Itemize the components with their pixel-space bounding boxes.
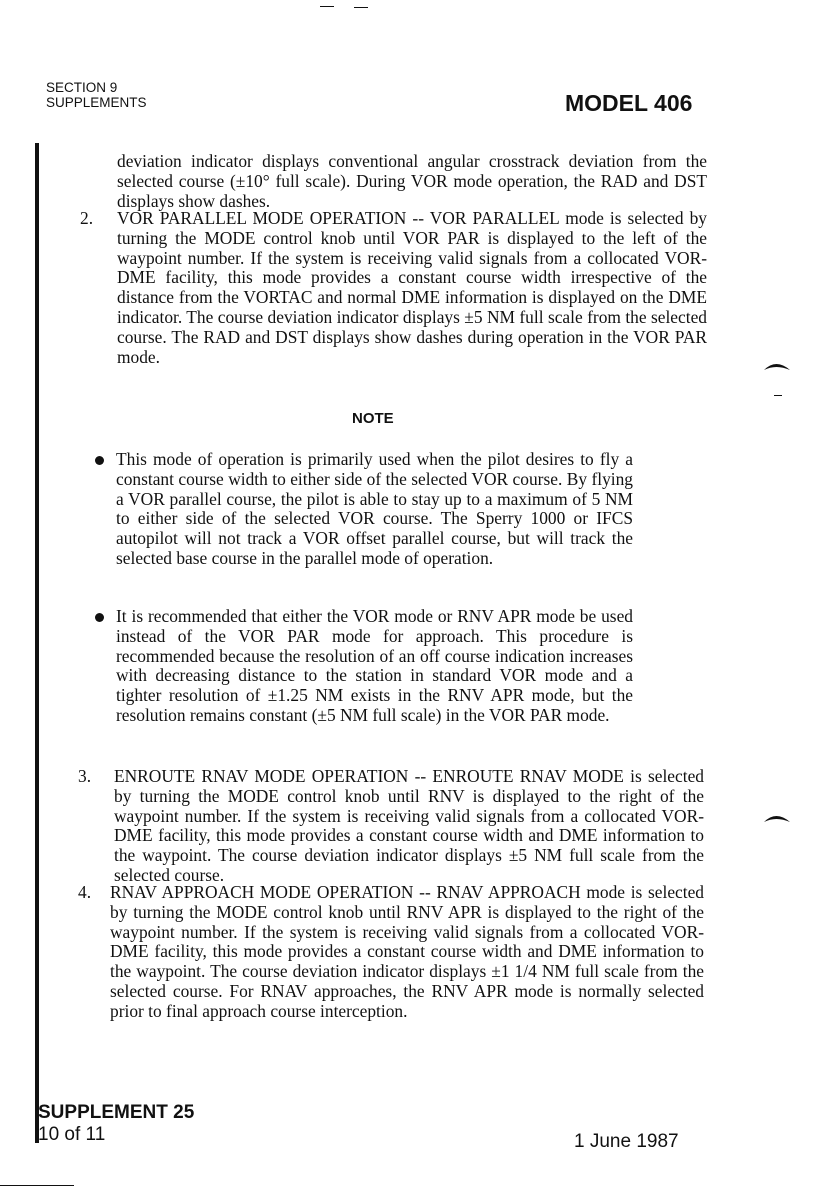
- page-number: 10 of 11: [38, 1124, 106, 1145]
- margin-mark-icon: [762, 812, 792, 826]
- note-bullet-text: It is recommended that either the VOR mode or RNV APR mode be used instead of the VOR PAR mode for approach. This procedure is recommended because the resolution of an off course indication increases with decreasing distance to the station in standard VOR mode and a tighter resolution of ±1.25 NM exists in the RNV APR mode, but the resolution remains constant (±5 NM full scale) in the VOR PAR mode.: [116, 606, 633, 725]
- note-heading: NOTE: [352, 410, 394, 427]
- item-number: 2.: [80, 208, 94, 228]
- revision-bar: [35, 143, 39, 1143]
- item-paragraph: VOR PARALLEL MODE OPERATION -- VOR PARALLEL mode is selected by turning the MODE control knob until VOR PAR is displayed to the left of the waypoint number. If the system is receiving valid signals from a collocated VOR-DME facility, this mode provides a constant course width irrespective of the distance from the VORTAC and normal DME information is displayed on the DME indicator. The course deviation indicator displays ±5 NM full scale from the selected course. The RAD and DST displays show dashes during operation in the VOR PAR mode.: [117, 208, 707, 367]
- model-title: MODEL 406: [565, 90, 693, 116]
- revision-date: 1 June 1987: [574, 1131, 679, 1152]
- scan-mark: [0, 1185, 74, 1186]
- section-header: [46, 80, 147, 110]
- scan-mark: [320, 6, 334, 7]
- note-bullet-text: This mode of operation is primarily used when the pilot desires to fly a constant course width to either side of the selected VOR course. By flying a VOR parallel course, the pilot is able to stay up to a maximum of 5 NM to either side of the selected VOR course. The Sperry 1000 or IFCS autopilot will not track a VOR offset parallel course, but will track the selected base course in the parallel mode of operation.: [116, 449, 633, 568]
- item-number: 4.: [78, 882, 92, 902]
- scan-mark: [354, 7, 368, 8]
- section-name: SUPPLEMENTS: [46, 95, 147, 110]
- supplement-label: SUPPLEMENT 25: [38, 1102, 195, 1123]
- scan-mark: [774, 395, 782, 396]
- item-paragraph: ENROUTE RNAV MODE OPERATION -- ENROUTE RNAV MODE is selected by turning the MODE control knob until RNV is displayed to the right of the waypoint number. If the system is receiving valid signals from a collocated VOR-DME facility, this mode provides a constant course width and DME information to the waypoint. The course deviation indicator displays ±5 NM full scale from the selected course.: [114, 766, 704, 885]
- item-paragraph: RNAV APPROACH MODE OPERATION -- RNAV APPROACH mode is selected by turning the MODE control knob until RNV APR is displayed to the right of the waypoint number. If the system is receiving valid signals from a collocated VOR-DME facility, this mode provides a constant course width and DME information to the waypoint. The course deviation indicator displays ±1 1/4 NM full scale from the selected course. For RNAV approaches, the RNV APR mode is normally selected prior to final approach course interception.: [110, 882, 704, 1021]
- item-number: 3.: [78, 766, 92, 786]
- bullet-icon: [95, 613, 104, 622]
- margin-mark-icon: [762, 360, 792, 374]
- bullet-icon: [95, 456, 104, 465]
- intro-paragraph: deviation indicator displays conventional angular crosstrack deviation from the selected course (±10° full scale). During VOR mode operation, the RAD and DST displays show dashes.: [117, 151, 707, 211]
- section-label: SECTION 9: [46, 80, 118, 95]
